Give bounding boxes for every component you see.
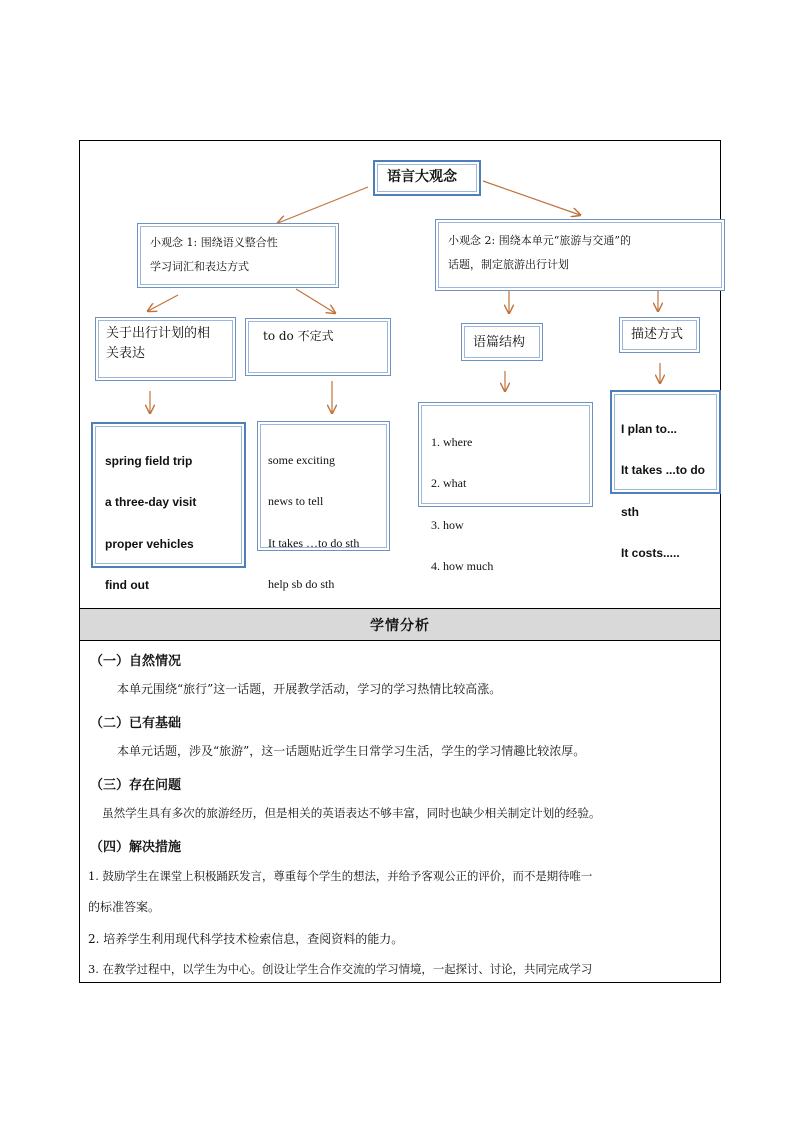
section-problem-title: （三）存在问题 bbox=[90, 778, 182, 793]
arrow-idea1-expr bbox=[148, 295, 178, 311]
list-item: spring field trip bbox=[105, 453, 193, 468]
section-foundation-title: （二）已有基础 bbox=[90, 716, 182, 731]
list-item: 3. how bbox=[431, 517, 464, 532]
list-item: a three-day visit bbox=[105, 495, 197, 510]
list-item: I plan to... bbox=[621, 421, 677, 436]
list-item: It takes …to do sth bbox=[268, 535, 360, 550]
divider-bottom bbox=[80, 640, 720, 641]
to-do-infinitive-label: to do 不定式 bbox=[263, 329, 334, 343]
solution-measure-3: 3. 在教学过程中，以学生为中心。创设让学生合作交流的学习情境，一起探讨、讨论，共同完成学习 bbox=[88, 962, 593, 976]
description-method-label: 描述方式 bbox=[631, 327, 684, 342]
list-item: It costs..... bbox=[621, 545, 680, 560]
solution-measure-1: 1. 鼓励学生在课堂上积极踊跃发言，尊重每个学生的想法，并给予客观公正的评价，而不是期待唯一 bbox=[88, 869, 593, 883]
section-problem-text: 虽然学生具有多次的旅游经历，但是相关的英语表达不够丰富，同时也缺少相关制定计划的经验。 bbox=[102, 806, 601, 820]
idea2-text: 小观念 2: 围绕本单元“旅游与交通”的 话题，制定旅游出行计划 bbox=[448, 234, 631, 271]
discourse-structure-label: 语篇结构 bbox=[473, 335, 526, 350]
discourse-list bbox=[431, 411, 493, 597]
list-item: news to tell bbox=[268, 494, 324, 509]
list-item: 2. what bbox=[431, 476, 467, 491]
list-item: 4. how much bbox=[431, 558, 494, 573]
list-item: some exciting bbox=[268, 452, 335, 467]
section-natural-title: （一）自然情况 bbox=[90, 654, 182, 669]
arrow-idea1-todo bbox=[296, 289, 335, 313]
solution-measure-1-cont: 的标准答案。 bbox=[88, 900, 161, 914]
arrow-root-idea1 bbox=[278, 187, 368, 223]
concept-diagram bbox=[80, 141, 722, 608]
description-list bbox=[621, 398, 705, 584]
list-item: help sb do sth bbox=[268, 576, 335, 591]
list-item: proper vehicles bbox=[105, 536, 194, 551]
section-natural-text: 本单元围绕“旅行”这一话题，开展教学活动，学习的学习热情比较高涨。 bbox=[117, 682, 502, 696]
solution-measure-2: 2. 培养学生利用现代科学技术检索信息，查阅资料的能力。 bbox=[88, 932, 404, 946]
expression-plan-label: 关于出行计划的相 关表达 bbox=[106, 326, 211, 361]
section-solution-title: （四）解决措施 bbox=[90, 840, 182, 855]
section-header bbox=[80, 609, 720, 640]
root-concept-label: 语言大观念 bbox=[387, 169, 457, 185]
list-item: sth bbox=[621, 504, 639, 519]
list-item: It takes ...to do bbox=[621, 463, 706, 478]
arrow-root-idea2 bbox=[483, 181, 580, 215]
lesson-plan-table bbox=[79, 140, 721, 983]
section-header-label: 学情分析 bbox=[370, 617, 430, 634]
list-item: find out bbox=[105, 577, 149, 592]
section-foundation-text: 本单元话题，涉及“旅游”，这一话题贴近学生日常学习生活，学生的学习情趣比较浓厚。 bbox=[117, 744, 586, 758]
list-item: 1. where bbox=[431, 434, 473, 449]
idea1-text: 小观念 1: 围绕语义整合性 学习词汇和表达方式 bbox=[150, 236, 278, 273]
